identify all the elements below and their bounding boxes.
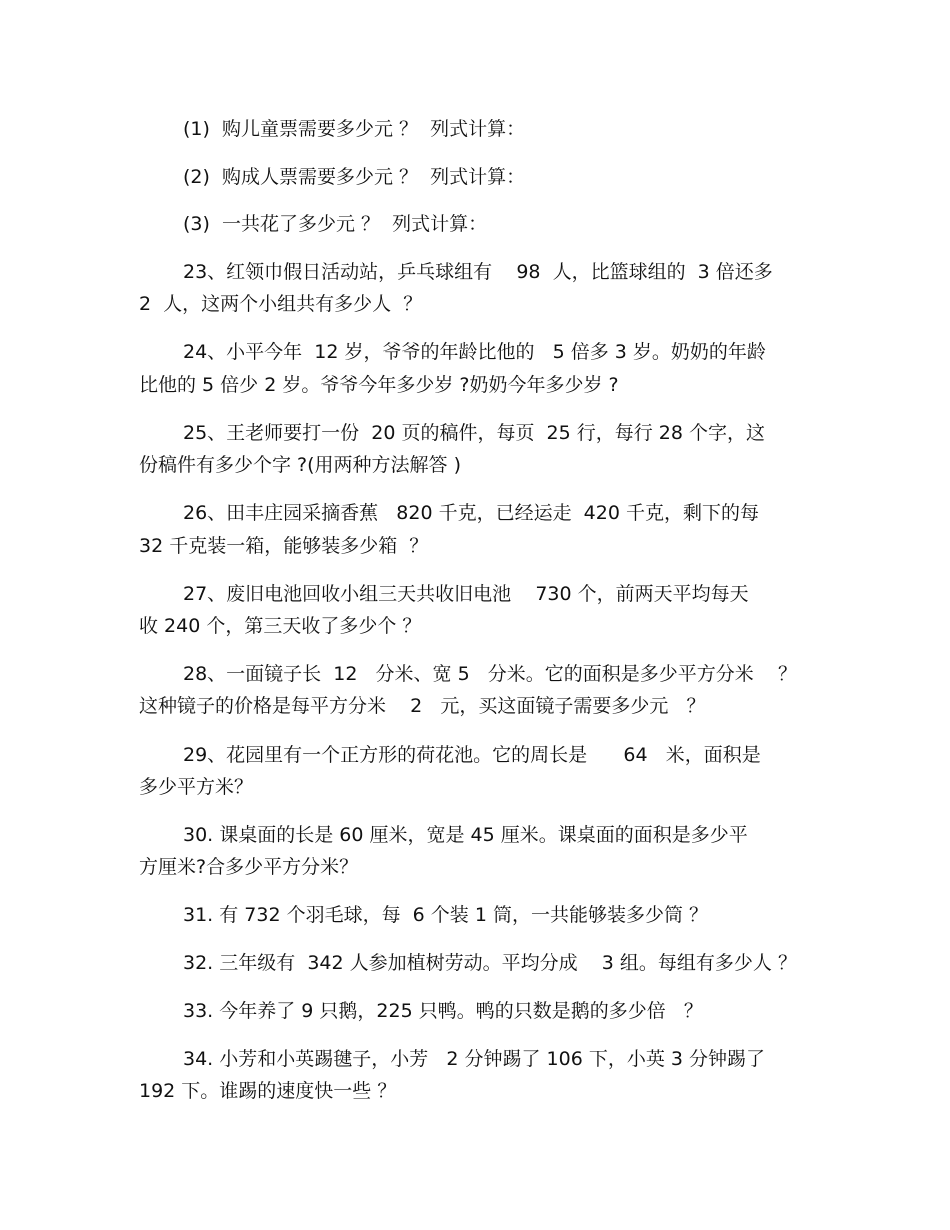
problem-31: 31. 有 732 个羽毛球，每 6 个装 1 筒，一共能够装多少筒 ？ <box>183 904 709 926</box>
problem-23-line-1: 23、红领巾假日活动站，乒乓球组有 98 人，比篮球组的 3 倍还多 <box>183 261 773 283</box>
problem-28-line-2: 这种镜子的价格是每平方分米 2 元，买这面镜子需要多少元 ？ <box>139 695 706 717</box>
problem-24-line-2: 比他的 5 倍少 2 岁。爷爷今年多少岁 ?奶奶今年多少岁 ? <box>139 374 619 396</box>
problem-29-line-1: 29、花园里有一个正方形的荷花池。它的周长是 64 米，面积是 <box>183 744 761 766</box>
problem-27-line-2: 收 240 个，第三天收了多少个 ？ <box>139 615 422 637</box>
problem-28-line-1: 28、一面镜子长 12 分米、宽 5 分米。它的面积是多少平方分米 ？ <box>183 663 797 685</box>
problem-24-line-1: 24、小平今年 12 岁，爷爷的年龄比他的 5 倍多 3 岁。奶奶的年龄 <box>183 341 766 363</box>
problem-30-line-1: 30. 课桌面的长是 60 厘米，宽是 45 厘米。课桌面的面积是多少平 <box>183 824 748 846</box>
problem-32: 32. 三年级有 342 人参加植树劳动。平均分成 3 组。每组有多少人 ？ <box>183 952 797 974</box>
problem-29-line-2: 多少平方米？ <box>139 776 254 798</box>
subquestion-1: (1) 购儿童票需要多少元 ？ 列式计算： <box>183 118 526 140</box>
problem-26-line-1: 26、田丰庄园采摘香蕉 820 千克，已经运走 420 千克，剩下的每 <box>183 502 759 524</box>
problem-33: 33. 今年养了 9 只鹅，225 只鸭。鸭的只数是鹅的多少倍 ？ <box>183 1000 703 1022</box>
subquestion-3: (3) 一共花了多少元 ？ 列式计算： <box>183 213 488 235</box>
problem-26-line-2: 32 千克装一箱，能够装多少箱 ？ <box>139 535 429 557</box>
problem-34-line-1: 34. 小芳和小英踢毽子，小芳 2 分钟踢了 106 下，小英 3 分钟踢了 <box>183 1048 766 1070</box>
subquestion-2: (2) 购成人票需要多少元 ？ 列式计算： <box>183 166 526 188</box>
problem-34-line-2: 192 下。谁踢的速度快一些 ？ <box>139 1080 397 1102</box>
problem-25-line-2: 份稿件有多少个字 ?(用两种方法解答 ) <box>139 454 461 476</box>
problem-27-line-1: 27、废旧电池回收小组三天共收旧电池 730 个，前两天平均每天 <box>183 583 749 605</box>
problem-30-line-2: 方厘米?合多少平方分米？ <box>139 856 359 878</box>
problem-23-line-2: 2 人，这两个小组共有多少人 ？ <box>139 293 423 315</box>
problem-25-line-1: 25、王老师要打一份 20 页的稿件，每页 25 行，每行 28 个字，这 <box>183 422 766 444</box>
